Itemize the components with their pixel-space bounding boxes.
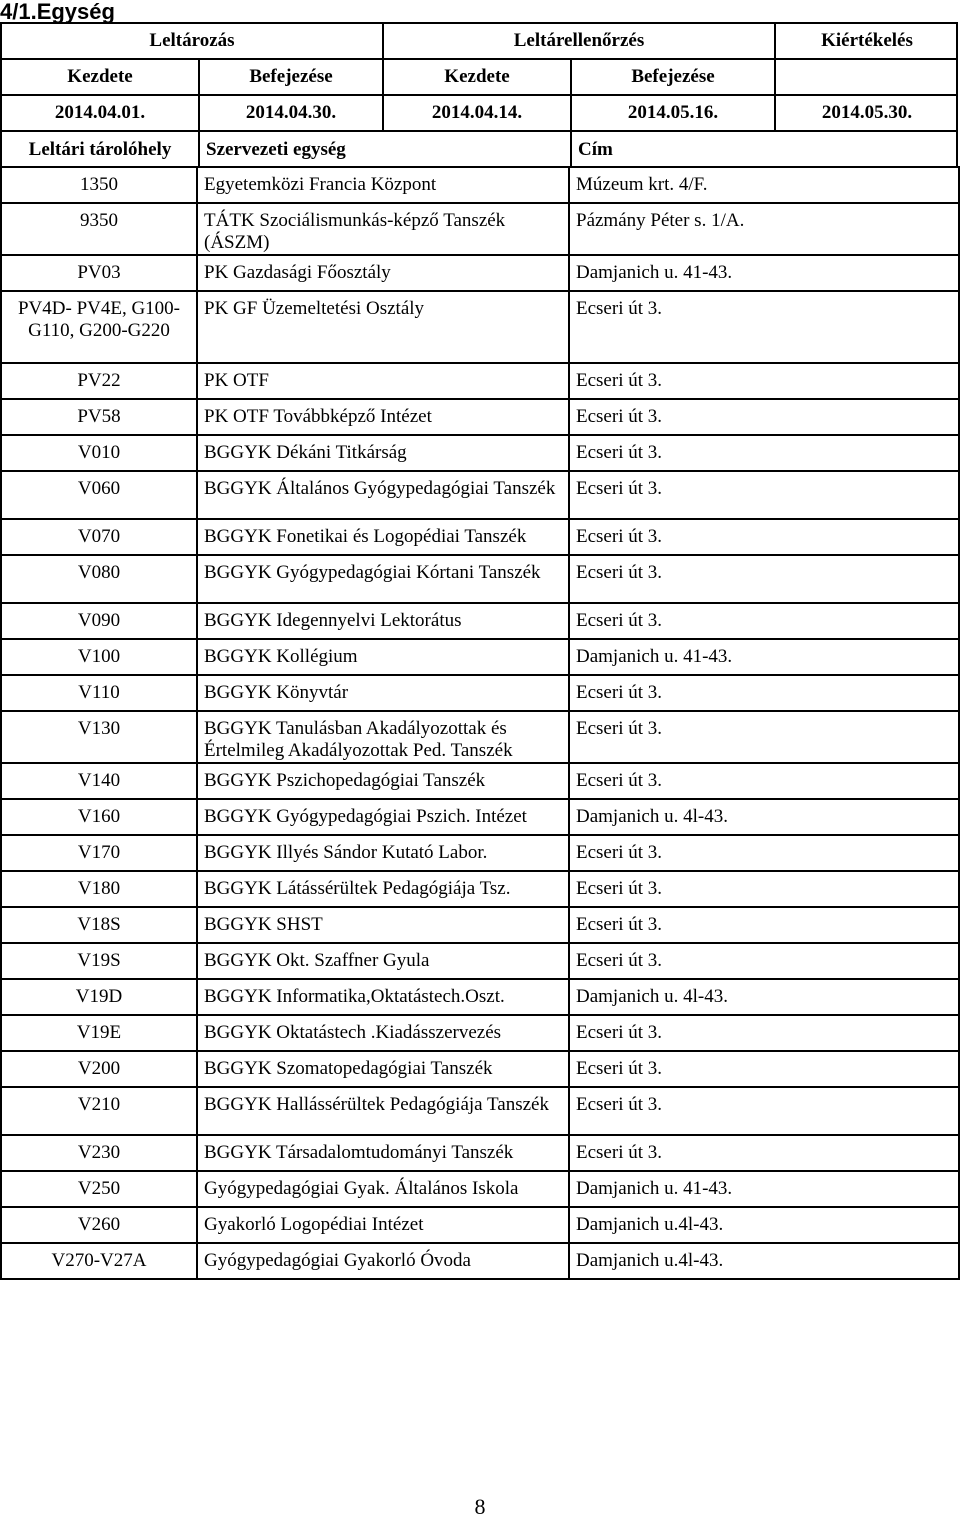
unit-cell: BGGYK Fonetikai és Logopédiai Tanszék	[197, 519, 569, 555]
address-cell: Ecseri út 3.	[569, 907, 959, 943]
address-cell: Ecseri út 3.	[569, 471, 959, 519]
table-row	[1, 255, 959, 291]
table-row	[1, 871, 959, 907]
unit-cell: BGGYK Informatika,Oktatástech.Oszt.	[197, 979, 569, 1015]
table-row	[1, 603, 959, 639]
table-row	[1, 435, 959, 471]
location-cell: V19D	[1, 979, 197, 1015]
table-row	[1, 1051, 959, 1087]
location-cell: V080	[1, 555, 197, 603]
address-cell: Ecseri út 3.	[569, 835, 959, 871]
table-row	[1, 979, 959, 1015]
table-row	[1, 519, 959, 555]
date-ellenorzes-start: 2014.04.14.	[431, 102, 523, 123]
unit-cell: BGGYK Társadalomtudományi Tanszék	[197, 1135, 569, 1171]
storage-locations-table	[0, 166, 960, 1280]
table-row	[1, 1087, 959, 1135]
schedule-header	[0, 22, 958, 166]
table-row	[1, 555, 959, 603]
unit-cell: Egyetemközi Francia Központ	[197, 167, 569, 203]
table-row	[1, 471, 959, 519]
address-cell: Ecseri út 3.	[569, 943, 959, 979]
table-row	[1, 639, 959, 675]
location-cell: PV22	[1, 363, 197, 399]
unit-cell: BGGYK Könyvtár	[197, 675, 569, 711]
address-cell: Ecseri út 3.	[569, 763, 959, 799]
unit-cell: Gyakorló Logopédiai Intézet	[197, 1207, 569, 1243]
location-cell: V19S	[1, 943, 197, 979]
unit-cell: BGGYK Gyógypedagógiai Kórtani Tanszék	[197, 555, 569, 603]
unit-cell: BGGYK Hallássérültek Pedagógiája Tanszék	[197, 1087, 569, 1135]
table-row	[1, 167, 959, 203]
subhead-end-1: Befejezése	[249, 66, 333, 87]
address-cell: Ecseri út 3.	[569, 519, 959, 555]
table-row	[1, 799, 959, 835]
unit-cell: BGGYK SHST	[197, 907, 569, 943]
group-kiertekeles: Kiértékelés	[821, 30, 913, 51]
address-cell: Múzeum krt. 4/F.	[569, 167, 959, 203]
unit-cell: BGGYK Gyógypedagógiai Pszich. Intézet	[197, 799, 569, 835]
location-cell: V180	[1, 871, 197, 907]
address-cell: Pázmány Péter s. 1/A.	[569, 203, 959, 255]
subhead-start-2: Kezdete	[444, 66, 510, 87]
location-cell: V140	[1, 763, 197, 799]
address-cell: Ecseri út 3.	[569, 363, 959, 399]
unit-cell: PK OTF Továbbképző Intézet	[197, 399, 569, 435]
location-cell: V110	[1, 675, 197, 711]
location-cell: V260	[1, 1207, 197, 1243]
group-leltarellenorzes: Leltárellenőrzés	[513, 30, 645, 51]
table-row	[1, 943, 959, 979]
unit-cell: BGGYK Pszichopedagógiai Tanszék	[197, 763, 569, 799]
location-cell: 1350	[1, 167, 197, 203]
address-cell: Ecseri út 3.	[569, 603, 959, 639]
address-cell: Damjanich u. 41-43.	[569, 255, 959, 291]
unit-cell: TÁTK Szociálismunkás-képző Tanszék (ÁSZM)	[197, 203, 569, 255]
address-cell: Ecseri út 3.	[569, 1015, 959, 1051]
address-cell: Ecseri út 3.	[569, 435, 959, 471]
header-columns-row	[2, 132, 958, 168]
table-row	[1, 1207, 959, 1243]
subhead-start-1: Kezdete	[67, 66, 133, 87]
unit-cell: PK Gazdasági Főosztály	[197, 255, 569, 291]
address-cell: Ecseri út 3.	[569, 555, 959, 603]
header-groups-row	[2, 24, 958, 60]
unit-cell: PK OTF	[197, 363, 569, 399]
address-cell: Ecseri út 3.	[569, 1135, 959, 1171]
location-cell: V200	[1, 1051, 197, 1087]
table-row	[1, 203, 959, 255]
table-row	[1, 1243, 959, 1279]
address-cell: Damjanich u.4l-43.	[569, 1207, 959, 1243]
address-cell: Damjanich u. 41-43.	[569, 639, 959, 675]
table-row	[1, 711, 959, 763]
table-row	[1, 363, 959, 399]
table-row	[1, 1015, 959, 1051]
table-row	[1, 291, 959, 363]
address-cell: Damjanich u. 4l-43.	[569, 979, 959, 1015]
table-row	[1, 399, 959, 435]
location-cell: V130	[1, 711, 197, 763]
header-dates-row	[2, 96, 958, 132]
unit-cell: Gyógypedagógiai Gyakorló Óvoda	[197, 1243, 569, 1279]
address-cell: Ecseri út 3.	[569, 1087, 959, 1135]
address-cell: Damjanich u. 4l-43.	[569, 799, 959, 835]
unit-cell: Gyógypedagógiai Gyak. Általános Iskola	[197, 1171, 569, 1207]
location-cell: PV58	[1, 399, 197, 435]
address-cell: Ecseri út 3.	[569, 711, 959, 763]
unit-cell: BGGYK Szomatopedagógiai Tanszék	[197, 1051, 569, 1087]
address-cell: Ecseri út 3.	[569, 1051, 959, 1087]
address-cell: Ecseri út 3.	[569, 291, 959, 363]
location-cell: V18S	[1, 907, 197, 943]
unit-cell: BGGYK Idegennyelvi Lektorátus	[197, 603, 569, 639]
unit-cell: BGGYK Oktatástech .Kiadásszervezés	[197, 1015, 569, 1051]
location-cell: V170	[1, 835, 197, 871]
location-cell: PV03	[1, 255, 197, 291]
page-number: 8	[474, 1494, 486, 1519]
unit-cell: BGGYK Általános Gyógypedagógiai Tanszék	[197, 471, 569, 519]
header-subheads-row	[2, 60, 958, 96]
location-cell: V230	[1, 1135, 197, 1171]
unit-cell: PK GF Üzemeltetési Osztály	[197, 291, 569, 363]
column-header-unit: Szervezeti egység	[206, 139, 346, 160]
location-cell: V270-V27A	[1, 1243, 197, 1279]
table-row	[1, 835, 959, 871]
address-cell: Ecseri út 3.	[569, 399, 959, 435]
date-leltarozas-start: 2014.04.01.	[54, 102, 146, 123]
address-cell: Damjanich u. 41-43.	[569, 1171, 959, 1207]
address-cell: Damjanich u.4l-43.	[569, 1243, 959, 1279]
column-header-address: Cím	[578, 139, 613, 160]
table-row	[1, 1135, 959, 1171]
date-leltarozas-end: 2014.04.30.	[245, 102, 337, 123]
location-cell: V19E	[1, 1015, 197, 1051]
location-cell: V090	[1, 603, 197, 639]
location-cell: V070	[1, 519, 197, 555]
table-row	[1, 1171, 959, 1207]
unit-cell: BGGYK Okt. Szaffner Gyula	[197, 943, 569, 979]
unit-cell: BGGYK Dékáni Titkárság	[197, 435, 569, 471]
unit-cell: BGGYK Kollégium	[197, 639, 569, 675]
table-row	[1, 763, 959, 799]
table-row	[1, 675, 959, 711]
date-kiertekeles: 2014.05.30.	[821, 102, 913, 123]
location-cell: V060	[1, 471, 197, 519]
date-ellenorzes-end: 2014.05.16.	[627, 102, 719, 123]
group-leltarozas: Leltározás	[149, 30, 235, 51]
unit-cell: BGGYK Látássérültek Pedagógiája Tsz.	[197, 871, 569, 907]
location-cell: V100	[1, 639, 197, 675]
location-cell: V010	[1, 435, 197, 471]
location-cell: 9350	[1, 203, 197, 255]
subhead-end-2: Befejezése	[631, 66, 715, 87]
unit-cell: BGGYK Tanulásban Akadályozottak és Értelmileg Akadályozottak Ped. Tanszék	[197, 711, 569, 763]
location-cell: V160	[1, 799, 197, 835]
column-header-location: Leltári tárolóhely	[28, 139, 172, 160]
address-cell: Ecseri út 3.	[569, 871, 959, 907]
location-cell: PV4D- PV4E, G100-G110, G200-G220	[1, 291, 197, 363]
location-cell: V250	[1, 1171, 197, 1207]
address-cell: Ecseri út 3.	[569, 675, 959, 711]
table-row	[1, 907, 959, 943]
unit-title: 4/1.Egység	[0, 0, 115, 24]
location-cell: V210	[1, 1087, 197, 1135]
unit-cell: BGGYK Illyés Sándor Kutató Labor.	[197, 835, 569, 871]
